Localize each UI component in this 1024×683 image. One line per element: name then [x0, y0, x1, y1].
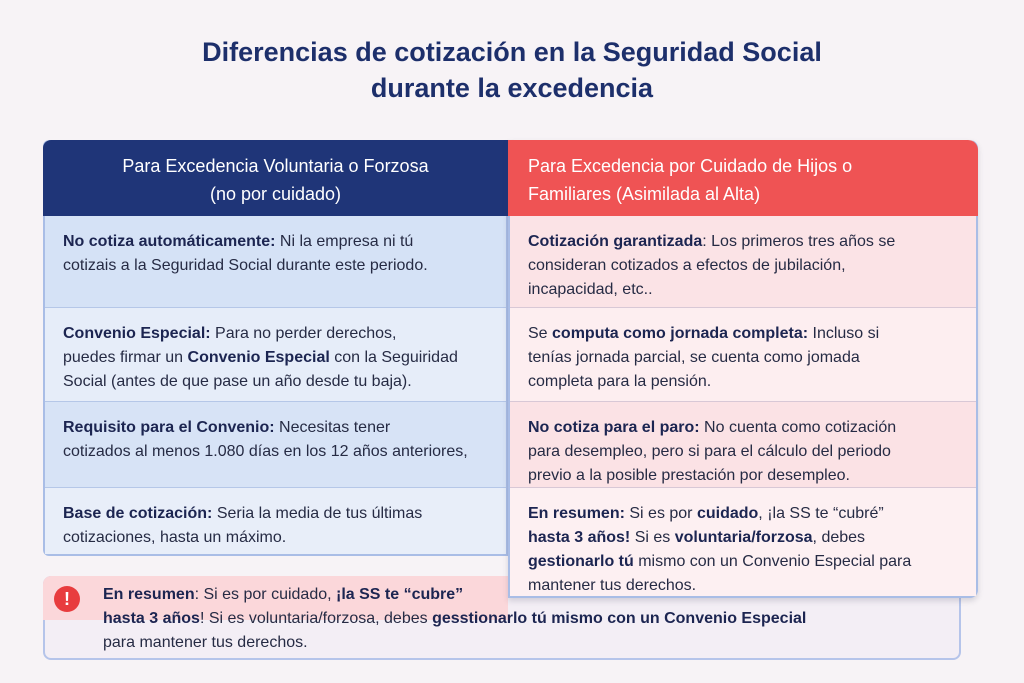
summary-emphasis: ¡la SS te “cubre” [336, 586, 464, 603]
row-text: tenías jornada parcial, se cuenta como jomada [528, 349, 860, 366]
right-row-jornada-completa [510, 308, 976, 402]
summary-emphasis: gesstionarlo tú mismo con un Convenio Especial [432, 610, 807, 627]
row-label: No cotiza para el paro: [528, 419, 700, 436]
right-header-line-1: Para Excedencia por Cuidado de Hijos o [528, 156, 853, 176]
row-emphasis: voluntaria/forzosa [674, 529, 813, 546]
row-text: Si es por [624, 505, 697, 522]
row-text: cotizais a la Seguridad Social durante este periodo. [63, 257, 428, 274]
right-row-resumen [510, 488, 976, 596]
right-header-line-2: Familiares (Asimilada al Alta) [528, 184, 761, 204]
left-header-line-2: (no por cuidado) [209, 184, 342, 204]
summary-label: En resumen [103, 586, 195, 603]
row-text: cotizaciones, hasta un máximo. [63, 529, 287, 546]
right-row-cotizacion-garantizada [510, 216, 976, 308]
title-line-2: durante la excedencia [370, 73, 654, 103]
row-text: Incluso si [808, 325, 880, 342]
left-row-base-cotizacion [45, 488, 506, 554]
alert-icon: ! [54, 586, 80, 612]
row-text: No cuenta como cotización [699, 419, 897, 436]
page-title [0, 34, 1024, 106]
right-row-paro [510, 402, 976, 488]
row-label: Base de cotización: [63, 505, 213, 522]
row-emphasis: Convenio Especial [187, 349, 330, 366]
left-row-requisito [45, 402, 506, 488]
left-row-no-cotiza [45, 216, 506, 308]
row-text: Se [528, 325, 553, 342]
row-text: Ni la empresa ni tú [275, 233, 414, 250]
row-text: Si es [630, 529, 675, 546]
summary-text-part: : Si es por cuidado, [194, 586, 337, 603]
summary-emphasis: hasta 3 años [103, 610, 200, 627]
row-emphasis: hasta 3 años! [528, 529, 631, 546]
row-text: , ¡la SS te “cubré” [758, 505, 884, 522]
row-text: Para no perder derechos, [210, 325, 397, 342]
row-text: mantener tus derechos. [528, 577, 697, 594]
row-text: para desempleo, pero si para el cálculo del periodo [528, 443, 891, 460]
left-column-header [43, 140, 508, 216]
row-label: No cotiza automáticamente: [63, 233, 276, 250]
row-text: cotizados al menos 1.080 días en los 12 años anteriores, [63, 443, 468, 460]
left-header-line-1: Para Excedencia Voluntaria o Forzosa [122, 156, 429, 176]
left-row-convenio-especial [45, 308, 506, 402]
row-text: puedes firmar un [63, 349, 188, 366]
row-label: En resumen: [528, 505, 625, 522]
right-column-header [508, 140, 978, 216]
row-text: , debes [812, 529, 866, 546]
row-text: incapacidad, etc.. [528, 281, 653, 298]
row-text: previo a la posible prestación por desempleo. [528, 467, 850, 484]
row-label: Convenio Especial: [63, 325, 211, 342]
row-label: Cotización garantizada [528, 233, 703, 250]
row-text: Seria la media de tus últimas [212, 505, 423, 522]
summary-text-part: ! Si es voluntaria/forzosa, debes [199, 610, 433, 627]
row-emphasis: cuidado [696, 505, 759, 522]
row-text: : Los primeros tres años se [702, 233, 896, 250]
row-emphasis: gestionarlo tú [528, 553, 634, 570]
row-text: Social (antes de que pase un año desde tu baja). [63, 373, 412, 390]
row-text: con la Seguiridad [329, 349, 458, 366]
row-text: Necesitas tener [274, 419, 391, 436]
row-text: consideran cotizados a efectos de jubilación, [528, 257, 846, 274]
row-label: Requisito para el Convenio: [63, 419, 275, 436]
row-label: computa como jornada completa: [552, 325, 809, 342]
row-text: mismo con un Convenio Especial para [633, 553, 912, 570]
summary-text-part: para mantener tus derechos. [103, 634, 308, 651]
row-text: completa para la pensión. [528, 373, 712, 390]
title-line-1: Diferencias de cotización en la Seguridad Social [202, 37, 822, 67]
